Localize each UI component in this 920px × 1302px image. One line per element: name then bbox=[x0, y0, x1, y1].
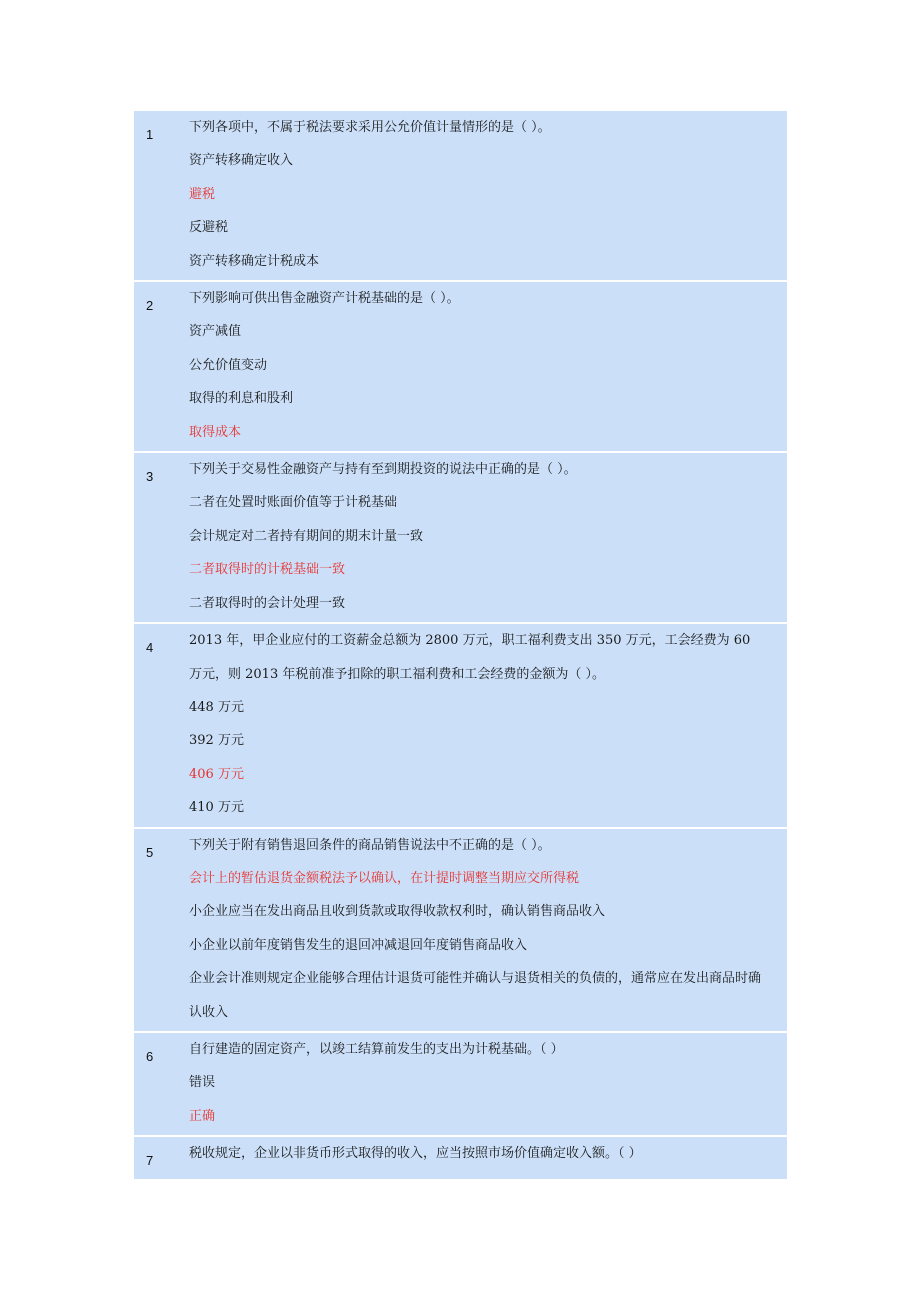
question-3 bbox=[134, 451, 787, 622]
question-7 bbox=[134, 1135, 787, 1172]
answer-option: 资产转移确定收入 bbox=[189, 153, 294, 169]
answer-option: 小企业以前年度销售发生的退回冲减退回年度销售商品收入 bbox=[189, 937, 528, 953]
answer-option: 392 万元 bbox=[189, 733, 244, 749]
answer-option-correct: 避税 bbox=[189, 186, 216, 202]
question-stem: 税收规定，企业以非货币形式取得的收入，应当按照市场价值确定收入额。（ ） bbox=[189, 1146, 642, 1162]
answer-option: 410 万元 bbox=[189, 800, 244, 816]
question-4 bbox=[134, 622, 787, 826]
answer-option: 448 万元 bbox=[189, 699, 244, 715]
question-2 bbox=[134, 280, 787, 451]
answer-option: 取得的利息和股利 bbox=[189, 391, 294, 407]
question-number: 6 bbox=[146, 1048, 154, 1064]
question-number: 7 bbox=[146, 1153, 154, 1169]
answer-option-correct: 会计上的暂估退货金额税法予以确认，在计提时调整当期应交所得税 bbox=[189, 870, 580, 886]
question-number: 4 bbox=[146, 640, 154, 656]
question-stem: 下列关于交易性金融资产与持有至到期投资的说法中正确的是（ ）。 bbox=[189, 462, 577, 478]
answer-option: 公允价值变动 bbox=[189, 357, 268, 373]
question-stem: 2013 年，甲企业应付的工资薪金总额为 2800 万元，职工福利费支出 350 万元，工会经费为 60 万元，则 2013 年税前准予扣除的职工福利费和工会经费的金额为（ ）。 bbox=[189, 633, 751, 682]
question-stem: 自行建造的固定资产，以竣工结算前发生的支出为计税基础。（ ） bbox=[189, 1041, 564, 1057]
question-number: 2 bbox=[146, 298, 154, 314]
answer-option: 反避税 bbox=[189, 220, 229, 236]
answer-option: 资产减值 bbox=[189, 324, 242, 340]
answer-option-correct: 正确 bbox=[189, 1108, 216, 1124]
answer-option: 二者取得时的会计处理一致 bbox=[189, 595, 346, 611]
answer-option: 二者在处置时账面价值等于计税基础 bbox=[189, 495, 398, 511]
question-6 bbox=[134, 1031, 787, 1135]
question-number: 1 bbox=[146, 127, 154, 142]
answer-option: 错误 bbox=[189, 1075, 216, 1091]
question-stem: 下列影响可供出售金融资产计税基础的是（ ）。 bbox=[189, 291, 460, 307]
question-5 bbox=[134, 827, 787, 1031]
answer-option-correct: 取得成本 bbox=[189, 424, 242, 440]
answer-option: 会计规定对二者持有期间的期末计量一致 bbox=[189, 528, 424, 544]
question-stem: 下列关于附有销售退回条件的商品销售说法中不正确的是（ ）。 bbox=[189, 837, 551, 853]
question-number: 5 bbox=[146, 844, 154, 860]
question-sheet bbox=[134, 111, 787, 1179]
answer-option: 资产转移确定计税成本 bbox=[189, 253, 320, 269]
question-1 bbox=[134, 111, 787, 280]
question-stem: 下列各项中，不属于税法要求采用公允价值计量情形的是（ ）。 bbox=[189, 120, 551, 135]
question-number: 3 bbox=[146, 469, 154, 485]
answer-option: 企业会计准则规定企业能够合理估计退货可能性并确认与退货相关的负债的，通常应在发出商品时确认收入 bbox=[189, 971, 762, 1020]
answer-option: 小企业应当在发出商品且收到货款或取得收款权利时，确认销售商品收入 bbox=[189, 904, 606, 920]
answer-option-correct: 406 万元 bbox=[189, 766, 244, 782]
answer-option-correct: 二者取得时的计税基础一致 bbox=[189, 562, 346, 578]
